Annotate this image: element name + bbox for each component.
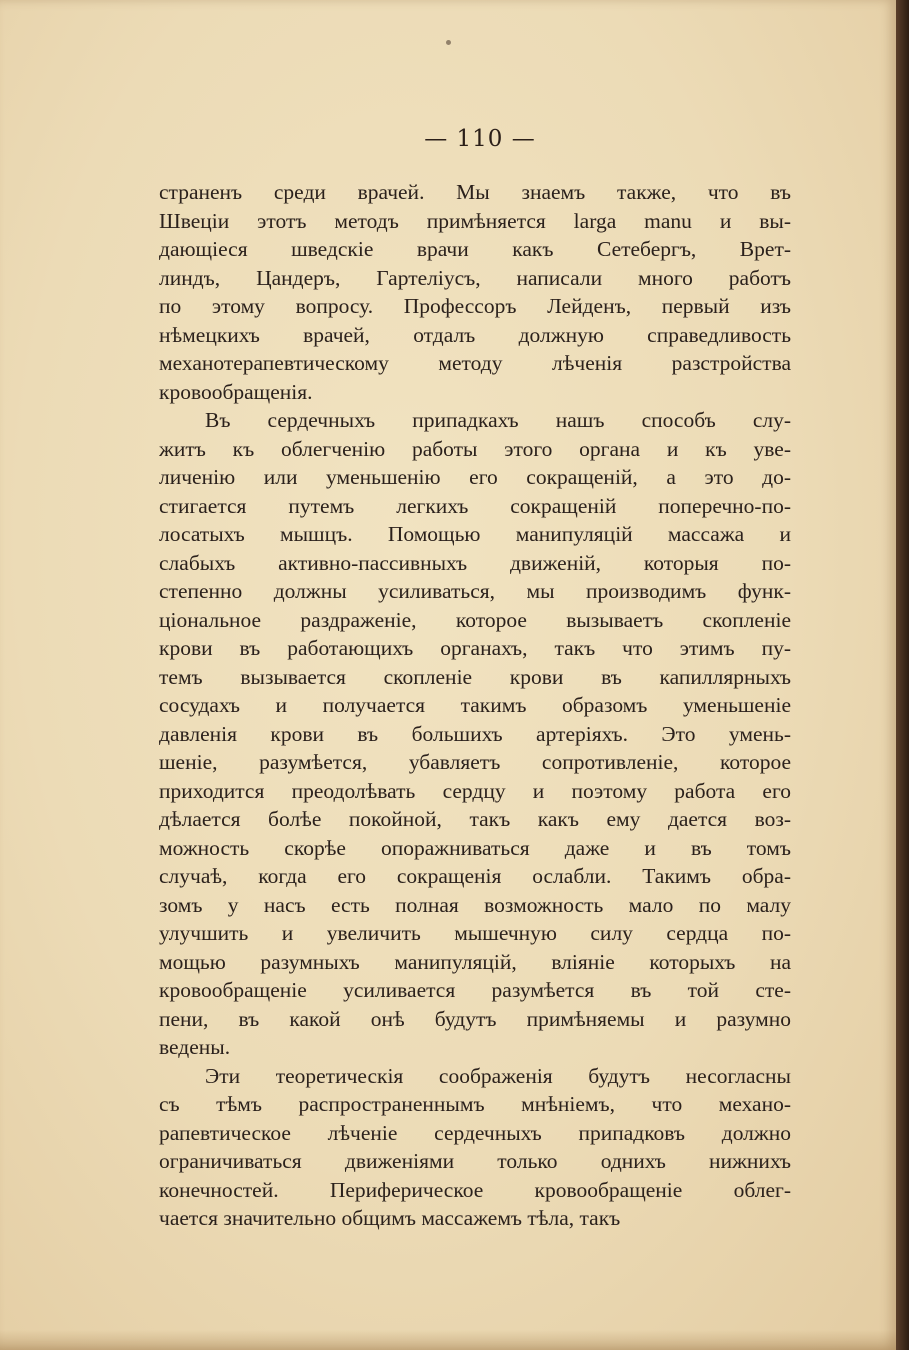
paragraph: [159, 406, 791, 1062]
text-line: линдъ, Цандеръ, Гартелiусъ, написали много работъ: [159, 265, 791, 290]
text-line: давленiя крови въ большихъ артерiяхъ. Это умень-: [159, 721, 791, 746]
text-line: зомъ у насъ есть полная возможность мало по малу: [159, 892, 791, 917]
text-line: темъ вызывается скопленiе крови въ капиллярныхъ: [159, 664, 791, 689]
text-line: Швецiи этотъ методъ примѣняется larga manu и вы-: [159, 208, 791, 233]
text-line: стигается путемъ легкихъ сокращенiй поперечно-по-: [159, 493, 791, 518]
text-line: случаѣ, когда его сокращенiя ослабли. Такимъ обра-: [159, 864, 791, 888]
text-line: страненъ среди врачей. Мы знаемъ также, что въ: [159, 180, 791, 204]
text-line: степенно должны усиливаться, мы производимъ функ-: [159, 579, 791, 603]
text-line: шенiе, разумѣется, убавляетъ сопротивленiе, которое: [159, 750, 791, 774]
text-line: мощью разумныхъ манипуляцiй, влiянiе которыхъ на: [159, 949, 791, 974]
text-line: крови въ работающихъ органахъ, такъ что этимъ пу-: [159, 636, 791, 660]
text-line: кровообращенiе усиливается разумѣется въ той сте-: [159, 978, 791, 1002]
text-line: съ тѣмъ распространеннымъ мнѣнiемъ, что механо-: [159, 1092, 791, 1116]
text-line: житъ къ облегченiю работы этого органа и къ уве-: [159, 436, 791, 461]
text-line: чается значительно общимъ массажемъ тѣла, такъ: [159, 1206, 621, 1230]
text-line: сосудахъ и получается такимъ образомъ уменьшенiе: [159, 693, 791, 717]
paragraph: [159, 178, 791, 406]
paragraph: [159, 1062, 791, 1233]
text-line: лосатыхъ мышцъ. Помощью манипуляцiй массажа и: [159, 522, 791, 546]
text-line: Эти теоретическiя соображенiя будутъ несогласны: [205, 1063, 791, 1088]
text-line: улучшить и увеличить мышечную силу сердца по-: [159, 921, 791, 945]
text-body: [159, 178, 791, 1233]
text-line: ведены.: [159, 1035, 231, 1059]
page-number: — 110 —: [424, 126, 536, 152]
text-line: цiональное раздраженiе, которое вызываетъ скопленiе: [159, 607, 791, 632]
text-line: рапевтическое лѣченiе сердечныхъ припадковъ должно: [159, 1120, 791, 1145]
page-bottom-shadow: [0, 1330, 896, 1350]
text-line: можность скорѣе опоражниваться даже и въ томъ: [159, 835, 791, 860]
text-line: нѣмецкихъ врачей, отдалъ должную справедливость: [159, 322, 791, 347]
book-edge: [896, 0, 909, 1350]
text-line: конечностей. Периферическое кровообращенiе облег-: [159, 1177, 791, 1202]
text-line: ограничиваться движенiями только однихъ нижнихъ: [159, 1149, 791, 1173]
text-line: механотерапевтическому методу лѣченiя разстройства: [159, 351, 791, 375]
text-line: дѣлается болѣе покойной, такъ какъ ему дается воз-: [159, 807, 791, 831]
text-line: слабыхъ активно-пассивныхъ движенiй, которыя по-: [159, 550, 791, 575]
text-line: приходится преодолѣвать сердцу и поэтому работа его: [159, 778, 791, 803]
text-line: дающiеся шведскiе врачи какъ Сетебергъ, Врет-: [159, 237, 791, 261]
ink-speck: [446, 40, 451, 45]
text-line: пени, въ какой онѣ будутъ примѣняемы и разумно: [159, 1006, 791, 1031]
text-line: кровообращенiя.: [159, 379, 313, 404]
text-line: личенiю или уменьшенiю его сокращенiй, а это до-: [159, 465, 791, 489]
text-line: Въ сердечныхъ припадкахъ нашъ способъ слу-: [205, 408, 791, 432]
text-line: по этому вопросу. Профессоръ Лейденъ, первый изъ: [159, 294, 791, 318]
